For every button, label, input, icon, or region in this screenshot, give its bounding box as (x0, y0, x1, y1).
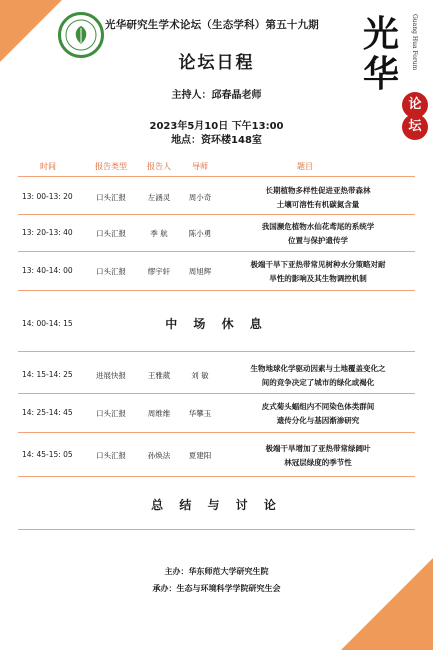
row-advisor: 周旭辉 (188, 267, 212, 276)
row-type: 口头汇报 (96, 267, 126, 276)
row-topic-line: 林冠层绿度的季节性 (284, 458, 352, 467)
row-type: 进展快报 (96, 371, 126, 380)
event-location: 地点：资环楼148室 (171, 135, 262, 146)
row-topic-line: 遗传分化与基因渐渗研究 (276, 416, 360, 425)
break-label: 中 场 休 息 (165, 317, 268, 331)
row-advisor: 周小奇 (188, 193, 212, 202)
row-speaker: 王雅葳 (147, 371, 171, 380)
row-topic-line: 旱性的影响及其生物调控机制 (269, 274, 367, 283)
brand-char-1: 光 (362, 13, 399, 55)
row-topic (222, 362, 414, 390)
column-header-topic: 题目 (297, 162, 313, 171)
row-topic-line: 间的竞争决定了城市的绿化或褐化 (261, 378, 375, 387)
row-time: 13: 20-13: 40 (22, 228, 73, 237)
row-topic-line: 极端干旱下亚热带常见树种水分策略对耐 (250, 260, 386, 269)
table-divider (18, 290, 415, 291)
row-speaker: 孙焕法 (147, 451, 171, 460)
row-topic-line: 土壤可溶性有机碳氮含量 (276, 200, 360, 209)
row-topic-line: 皮式菊头蝠组内不同染色体类群间 (261, 402, 375, 411)
row-speaker: 周维维 (147, 409, 171, 418)
host-organization: 主办：华东师范大学研究生院 (164, 567, 269, 576)
row-time: 13: 00-13: 20 (22, 192, 73, 201)
row-topic-line: 极端干旱增加了亚热带常绿阔叶 (265, 444, 371, 453)
co-organization: 承办：生态与环境科学学院研究生会 (152, 584, 281, 593)
row-type: 口头汇报 (96, 193, 126, 202)
row-time: 14: 15-14: 25 (22, 370, 73, 379)
page-title: 论坛日程 (178, 53, 255, 73)
row-speaker: 缪宇轩 (147, 267, 171, 276)
row-topic (222, 184, 414, 212)
row-speaker: 季 航 (150, 229, 168, 238)
row-type: 口头汇报 (96, 451, 126, 460)
row-topic (222, 258, 414, 286)
row-advisor: 华攀玉 (188, 409, 212, 418)
row-time: 13: 40-14: 00 (22, 266, 73, 275)
seal-badge-bottom: 坛 (402, 114, 428, 140)
row-advisor: 刘 敏 (191, 371, 209, 380)
column-header-type: 报告类型 (95, 162, 127, 171)
row-topic-line: 位置与保护遗传学 (288, 236, 348, 245)
row-topic-line: 生物地球化学驱动因素与土地覆盖变化之 (250, 364, 386, 373)
row-type: 口头汇报 (96, 409, 126, 418)
row-topic (222, 220, 414, 248)
row-topic (222, 442, 414, 470)
row-topic-line: 长期植物多样性促进亚热带森林 (265, 186, 371, 195)
summary-discussion-label: 总 结 与 讨 论 (151, 498, 282, 512)
seal-badge-top: 论 (402, 92, 428, 118)
brand-calligraphy (358, 14, 404, 94)
row-topic (222, 400, 414, 428)
column-header-advisor: 导师 (192, 162, 208, 171)
row-time: 14: 25-14: 45 (22, 408, 73, 417)
table-divider (18, 176, 415, 177)
column-header-speaker: 报告人 (147, 162, 171, 171)
event-datetime: 2023年5月10日 下午13:00 (149, 121, 284, 132)
column-header-time: 时间 (40, 162, 56, 171)
brand-char-2: 华 (362, 53, 399, 95)
forum-header-title: 光华研究生学术论坛（生态学科）第五十九期 (105, 19, 319, 31)
table-divider (18, 432, 415, 433)
row-advisor: 夏建阳 (188, 451, 212, 460)
table-divider (18, 251, 415, 252)
row-advisor: 陈小勇 (188, 229, 212, 238)
host-name: 主持人：邱春晶老师 (171, 90, 262, 101)
row-speaker: 左涵灵 (147, 193, 171, 202)
row-time: 14: 45-15: 05 (22, 450, 73, 459)
table-divider (18, 393, 415, 394)
table-divider (18, 476, 415, 477)
row-topic-line: 我国濒危植物水仙花鸢尾的系统学 (261, 222, 375, 231)
brand-english-name: Guang Hua Forum (411, 14, 418, 71)
table-divider (18, 214, 415, 215)
table-divider (18, 529, 415, 530)
table-divider (18, 351, 415, 352)
row-type: 口头汇报 (96, 229, 126, 238)
break-time: 14: 00-14: 15 (22, 319, 73, 328)
